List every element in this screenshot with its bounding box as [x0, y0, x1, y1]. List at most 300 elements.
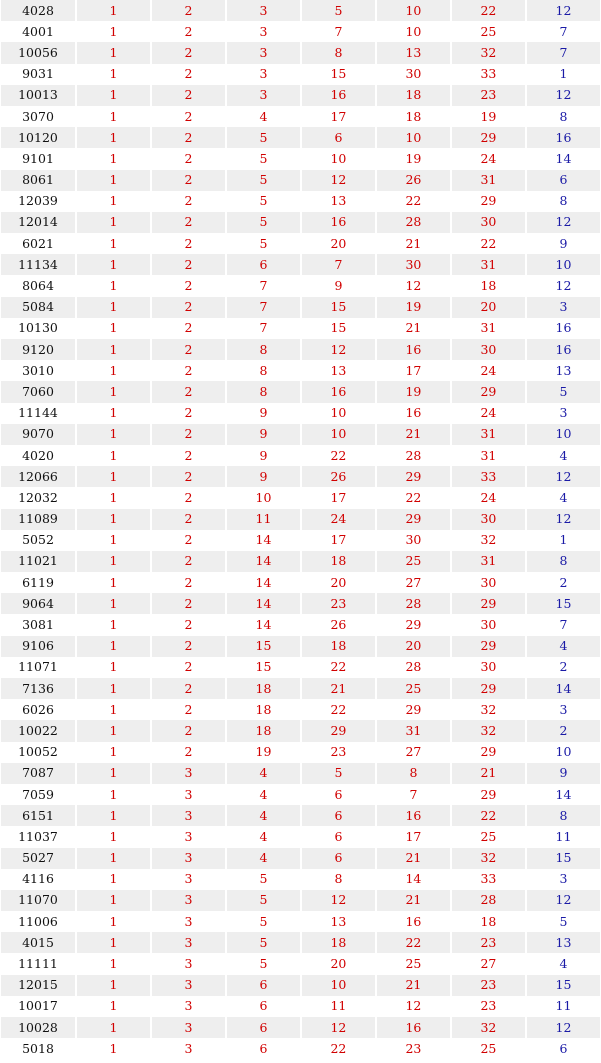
- table-row: [1, 848, 600, 869]
- red-ball-2: 2: [152, 699, 225, 720]
- red-ball-1: 1: [77, 148, 150, 169]
- red-ball-3: 5: [227, 953, 300, 974]
- red-ball-3: 9: [227, 445, 300, 466]
- blue-ball: 15: [527, 848, 600, 869]
- red-ball-5: 25: [377, 953, 450, 974]
- red-ball-4: 8: [302, 42, 375, 63]
- blue-ball: 6: [527, 170, 600, 191]
- red-ball-5: 22: [377, 932, 450, 953]
- red-ball-3: 8: [227, 360, 300, 381]
- table-row: [1, 339, 600, 360]
- red-ball-6: 29: [452, 742, 525, 763]
- red-ball-2: 3: [152, 848, 225, 869]
- issue-number: 3010: [1, 360, 75, 381]
- table-row: [1, 487, 600, 508]
- red-ball-3: 3: [227, 0, 300, 21]
- red-ball-3: 4: [227, 826, 300, 847]
- issue-number: 5052: [1, 530, 75, 551]
- red-ball-5: 23: [377, 1038, 450, 1059]
- red-ball-3: 15: [227, 636, 300, 657]
- red-ball-3: 10: [227, 487, 300, 508]
- red-ball-1: 1: [77, 233, 150, 254]
- red-ball-3: 5: [227, 191, 300, 212]
- blue-ball: 15: [527, 593, 600, 614]
- red-ball-3: 5: [227, 148, 300, 169]
- table-row: [1, 64, 600, 85]
- table-row: [1, 911, 600, 932]
- red-ball-1: 1: [77, 805, 150, 826]
- red-ball-3: 8: [227, 339, 300, 360]
- table-row: [1, 530, 600, 551]
- red-ball-3: 8: [227, 381, 300, 402]
- blue-ball: 12: [527, 212, 600, 233]
- red-ball-6: 31: [452, 254, 525, 275]
- red-ball-2: 2: [152, 275, 225, 296]
- issue-number: 5018: [1, 1038, 75, 1059]
- issue-number: 8064: [1, 275, 75, 296]
- blue-ball: 12: [527, 890, 600, 911]
- red-ball-1: 1: [77, 911, 150, 932]
- red-ball-1: 1: [77, 191, 150, 212]
- red-ball-5: 30: [377, 254, 450, 275]
- red-ball-2: 3: [152, 911, 225, 932]
- blue-ball: 13: [527, 932, 600, 953]
- red-ball-4: 13: [302, 360, 375, 381]
- red-ball-1: 1: [77, 275, 150, 296]
- blue-ball: 2: [527, 657, 600, 678]
- blue-ball: 2: [527, 572, 600, 593]
- red-ball-1: 1: [77, 1038, 150, 1059]
- red-ball-1: 1: [77, 64, 150, 85]
- red-ball-3: 7: [227, 297, 300, 318]
- red-ball-5: 30: [377, 530, 450, 551]
- blue-ball: 10: [527, 254, 600, 275]
- red-ball-3: 6: [227, 996, 300, 1017]
- red-ball-6: 24: [452, 148, 525, 169]
- table-row: [1, 720, 600, 741]
- blue-ball: 5: [527, 911, 600, 932]
- red-ball-4: 23: [302, 742, 375, 763]
- red-ball-6: 32: [452, 699, 525, 720]
- red-ball-1: 1: [77, 551, 150, 572]
- red-ball-6: 21: [452, 763, 525, 784]
- blue-ball: 14: [527, 148, 600, 169]
- issue-number: 9101: [1, 148, 75, 169]
- table-row: [1, 106, 600, 127]
- red-ball-4: 12: [302, 339, 375, 360]
- red-ball-2: 3: [152, 763, 225, 784]
- red-ball-4: 26: [302, 466, 375, 487]
- blue-ball: 9: [527, 233, 600, 254]
- red-ball-5: 29: [377, 699, 450, 720]
- table-row: [1, 148, 600, 169]
- blue-ball: 14: [527, 784, 600, 805]
- red-ball-1: 1: [77, 848, 150, 869]
- red-ball-1: 1: [77, 1017, 150, 1038]
- table-row: [1, 170, 600, 191]
- red-ball-5: 18: [377, 106, 450, 127]
- issue-number: 7060: [1, 381, 75, 402]
- issue-number: 11089: [1, 509, 75, 530]
- red-ball-2: 2: [152, 509, 225, 530]
- red-ball-4: 18: [302, 636, 375, 657]
- table-row: [1, 212, 600, 233]
- draw-rows: [1, 0, 600, 1059]
- red-ball-5: 16: [377, 403, 450, 424]
- red-ball-1: 1: [77, 890, 150, 911]
- red-ball-4: 17: [302, 530, 375, 551]
- red-ball-5: 19: [377, 297, 450, 318]
- red-ball-4: 10: [302, 975, 375, 996]
- issue-number: 9120: [1, 339, 75, 360]
- red-ball-6: 23: [452, 996, 525, 1017]
- red-ball-3: 4: [227, 784, 300, 805]
- red-ball-1: 1: [77, 339, 150, 360]
- red-ball-5: 7: [377, 784, 450, 805]
- issue-number: 10028: [1, 1017, 75, 1038]
- table-row: [1, 381, 600, 402]
- red-ball-6: 31: [452, 424, 525, 445]
- blue-ball: 12: [527, 466, 600, 487]
- red-ball-1: 1: [77, 657, 150, 678]
- red-ball-4: 22: [302, 445, 375, 466]
- blue-ball: 16: [527, 127, 600, 148]
- red-ball-3: 18: [227, 699, 300, 720]
- red-ball-5: 22: [377, 191, 450, 212]
- red-ball-4: 17: [302, 106, 375, 127]
- red-ball-5: 20: [377, 636, 450, 657]
- red-ball-5: 28: [377, 445, 450, 466]
- red-ball-2: 2: [152, 445, 225, 466]
- blue-ball: 3: [527, 297, 600, 318]
- issue-number: 11021: [1, 551, 75, 572]
- red-ball-1: 1: [77, 953, 150, 974]
- red-ball-5: 25: [377, 678, 450, 699]
- red-ball-6: 30: [452, 614, 525, 635]
- red-ball-6: 24: [452, 487, 525, 508]
- table-row: [1, 678, 600, 699]
- red-ball-3: 5: [227, 911, 300, 932]
- blue-ball: 1: [527, 530, 600, 551]
- blue-ball: 2: [527, 720, 600, 741]
- issue-number: 7087: [1, 763, 75, 784]
- red-ball-6: 33: [452, 64, 525, 85]
- red-ball-2: 2: [152, 233, 225, 254]
- red-ball-4: 6: [302, 826, 375, 847]
- issue-number: 9031: [1, 64, 75, 85]
- red-ball-2: 2: [152, 466, 225, 487]
- red-ball-3: 6: [227, 975, 300, 996]
- red-ball-6: 31: [452, 551, 525, 572]
- issue-number: 7059: [1, 784, 75, 805]
- table-row: [1, 21, 600, 42]
- issue-number: 7136: [1, 678, 75, 699]
- red-ball-5: 21: [377, 424, 450, 445]
- red-ball-4: 13: [302, 191, 375, 212]
- red-ball-2: 2: [152, 551, 225, 572]
- red-ball-3: 5: [227, 212, 300, 233]
- red-ball-5: 16: [377, 339, 450, 360]
- red-ball-2: 2: [152, 657, 225, 678]
- red-ball-3: 6: [227, 1038, 300, 1059]
- red-ball-2: 2: [152, 424, 225, 445]
- table-row: [1, 509, 600, 530]
- red-ball-2: 3: [152, 826, 225, 847]
- blue-ball: 12: [527, 0, 600, 21]
- red-ball-5: 21: [377, 318, 450, 339]
- issue-number: 4001: [1, 21, 75, 42]
- red-ball-1: 1: [77, 297, 150, 318]
- red-ball-4: 17: [302, 487, 375, 508]
- red-ball-5: 28: [377, 212, 450, 233]
- blue-ball: 3: [527, 699, 600, 720]
- red-ball-2: 2: [152, 64, 225, 85]
- table-row: [1, 0, 600, 21]
- table-row: [1, 593, 600, 614]
- red-ball-5: 30: [377, 64, 450, 85]
- red-ball-2: 3: [152, 975, 225, 996]
- red-ball-1: 1: [77, 530, 150, 551]
- issue-number: 4028: [1, 0, 75, 21]
- red-ball-5: 8: [377, 763, 450, 784]
- red-ball-1: 1: [77, 720, 150, 741]
- red-ball-4: 10: [302, 403, 375, 424]
- red-ball-4: 12: [302, 890, 375, 911]
- blue-ball: 10: [527, 742, 600, 763]
- red-ball-1: 1: [77, 318, 150, 339]
- red-ball-4: 22: [302, 699, 375, 720]
- red-ball-4: 6: [302, 127, 375, 148]
- red-ball-6: 30: [452, 509, 525, 530]
- issue-number: 10056: [1, 42, 75, 63]
- red-ball-3: 9: [227, 424, 300, 445]
- red-ball-4: 20: [302, 233, 375, 254]
- table-row: [1, 699, 600, 720]
- red-ball-2: 3: [152, 1038, 225, 1059]
- red-ball-6: 24: [452, 360, 525, 381]
- red-ball-2: 2: [152, 593, 225, 614]
- red-ball-1: 1: [77, 106, 150, 127]
- red-ball-3: 5: [227, 869, 300, 890]
- issue-number: 11006: [1, 911, 75, 932]
- red-ball-2: 2: [152, 106, 225, 127]
- blue-ball: 12: [527, 275, 600, 296]
- table-row: [1, 466, 600, 487]
- red-ball-3: 6: [227, 1017, 300, 1038]
- red-ball-5: 12: [377, 996, 450, 1017]
- red-ball-6: 22: [452, 0, 525, 21]
- red-ball-4: 6: [302, 805, 375, 826]
- red-ball-2: 2: [152, 572, 225, 593]
- red-ball-3: 5: [227, 127, 300, 148]
- red-ball-1: 1: [77, 932, 150, 953]
- red-ball-3: 9: [227, 466, 300, 487]
- issue-number: 12032: [1, 487, 75, 508]
- table-row: [1, 614, 600, 635]
- red-ball-1: 1: [77, 572, 150, 593]
- table-row: [1, 191, 600, 212]
- blue-ball: 10: [527, 424, 600, 445]
- issue-number: 6026: [1, 699, 75, 720]
- red-ball-6: 23: [452, 85, 525, 106]
- red-ball-6: 29: [452, 381, 525, 402]
- red-ball-5: 10: [377, 127, 450, 148]
- red-ball-4: 6: [302, 784, 375, 805]
- red-ball-4: 23: [302, 593, 375, 614]
- red-ball-5: 13: [377, 42, 450, 63]
- red-ball-5: 25: [377, 551, 450, 572]
- red-ball-6: 33: [452, 466, 525, 487]
- table-row: [1, 42, 600, 63]
- red-ball-6: 31: [452, 318, 525, 339]
- table-row: [1, 763, 600, 784]
- blue-ball: 3: [527, 403, 600, 424]
- red-ball-3: 9: [227, 403, 300, 424]
- red-ball-5: 31: [377, 720, 450, 741]
- red-ball-1: 1: [77, 614, 150, 635]
- table-row: [1, 551, 600, 572]
- red-ball-3: 3: [227, 85, 300, 106]
- blue-ball: 8: [527, 191, 600, 212]
- red-ball-1: 1: [77, 42, 150, 63]
- red-ball-1: 1: [77, 127, 150, 148]
- table-row: [1, 826, 600, 847]
- table-row: [1, 869, 600, 890]
- blue-ball: 14: [527, 678, 600, 699]
- red-ball-3: 4: [227, 848, 300, 869]
- table-row: [1, 657, 600, 678]
- blue-ball: 6: [527, 1038, 600, 1059]
- red-ball-4: 18: [302, 551, 375, 572]
- red-ball-4: 7: [302, 254, 375, 275]
- red-ball-4: 7: [302, 21, 375, 42]
- red-ball-6: 32: [452, 1017, 525, 1038]
- red-ball-6: 28: [452, 890, 525, 911]
- blue-ball: 3: [527, 869, 600, 890]
- issue-number: 3070: [1, 106, 75, 127]
- blue-ball: 12: [527, 1017, 600, 1038]
- red-ball-2: 2: [152, 212, 225, 233]
- red-ball-3: 14: [227, 530, 300, 551]
- red-ball-2: 2: [152, 614, 225, 635]
- red-ball-1: 1: [77, 21, 150, 42]
- red-ball-2: 2: [152, 403, 225, 424]
- issue-number: 9064: [1, 593, 75, 614]
- blue-ball: 7: [527, 21, 600, 42]
- red-ball-1: 1: [77, 509, 150, 530]
- red-ball-1: 1: [77, 826, 150, 847]
- red-ball-3: 5: [227, 170, 300, 191]
- red-ball-2: 2: [152, 0, 225, 21]
- blue-ball: 4: [527, 953, 600, 974]
- red-ball-1: 1: [77, 763, 150, 784]
- blue-ball: 8: [527, 805, 600, 826]
- red-ball-3: 7: [227, 275, 300, 296]
- issue-number: 11134: [1, 254, 75, 275]
- red-ball-5: 17: [377, 826, 450, 847]
- red-ball-1: 1: [77, 254, 150, 275]
- red-ball-4: 20: [302, 953, 375, 974]
- red-ball-4: 16: [302, 381, 375, 402]
- red-ball-1: 1: [77, 784, 150, 805]
- red-ball-4: 15: [302, 318, 375, 339]
- blue-ball: 12: [527, 85, 600, 106]
- red-ball-1: 1: [77, 699, 150, 720]
- issue-number: 6151: [1, 805, 75, 826]
- table-row: [1, 932, 600, 953]
- red-ball-1: 1: [77, 466, 150, 487]
- red-ball-1: 1: [77, 869, 150, 890]
- issue-number: 9106: [1, 636, 75, 657]
- red-ball-6: 33: [452, 869, 525, 890]
- red-ball-2: 3: [152, 805, 225, 826]
- red-ball-4: 21: [302, 678, 375, 699]
- red-ball-2: 2: [152, 381, 225, 402]
- issue-number: 10130: [1, 318, 75, 339]
- red-ball-3: 4: [227, 106, 300, 127]
- red-ball-6: 32: [452, 530, 525, 551]
- red-ball-4: 29: [302, 720, 375, 741]
- red-ball-6: 20: [452, 297, 525, 318]
- red-ball-6: 19: [452, 106, 525, 127]
- red-ball-4: 15: [302, 64, 375, 85]
- issue-number: 11037: [1, 826, 75, 847]
- issue-number: 6119: [1, 572, 75, 593]
- red-ball-6: 29: [452, 784, 525, 805]
- red-ball-6: 29: [452, 127, 525, 148]
- red-ball-5: 29: [377, 509, 450, 530]
- blue-ball: 8: [527, 106, 600, 127]
- red-ball-3: 15: [227, 657, 300, 678]
- red-ball-3: 3: [227, 21, 300, 42]
- red-ball-2: 2: [152, 21, 225, 42]
- red-ball-1: 1: [77, 742, 150, 763]
- red-ball-5: 21: [377, 975, 450, 996]
- table-row: [1, 975, 600, 996]
- red-ball-6: 27: [452, 953, 525, 974]
- red-ball-5: 10: [377, 0, 450, 21]
- table-row: [1, 318, 600, 339]
- red-ball-2: 2: [152, 742, 225, 763]
- issue-number: 10013: [1, 85, 75, 106]
- issue-number: 11070: [1, 890, 75, 911]
- red-ball-5: 12: [377, 275, 450, 296]
- blue-ball: 15: [527, 975, 600, 996]
- red-ball-5: 27: [377, 572, 450, 593]
- issue-number: 10017: [1, 996, 75, 1017]
- table-row: [1, 127, 600, 148]
- red-ball-6: 30: [452, 572, 525, 593]
- red-ball-2: 2: [152, 170, 225, 191]
- red-ball-4: 10: [302, 424, 375, 445]
- red-ball-5: 29: [377, 466, 450, 487]
- red-ball-5: 27: [377, 742, 450, 763]
- blue-ball: 4: [527, 487, 600, 508]
- issue-number: 12014: [1, 212, 75, 233]
- red-ball-2: 3: [152, 890, 225, 911]
- red-ball-1: 1: [77, 445, 150, 466]
- table-row: [1, 85, 600, 106]
- red-ball-2: 2: [152, 191, 225, 212]
- red-ball-1: 1: [77, 403, 150, 424]
- red-ball-4: 20: [302, 572, 375, 593]
- red-ball-5: 18: [377, 85, 450, 106]
- issue-number: 12015: [1, 975, 75, 996]
- issue-number: 10052: [1, 742, 75, 763]
- blue-ball: 4: [527, 445, 600, 466]
- red-ball-3: 5: [227, 932, 300, 953]
- red-ball-4: 16: [302, 85, 375, 106]
